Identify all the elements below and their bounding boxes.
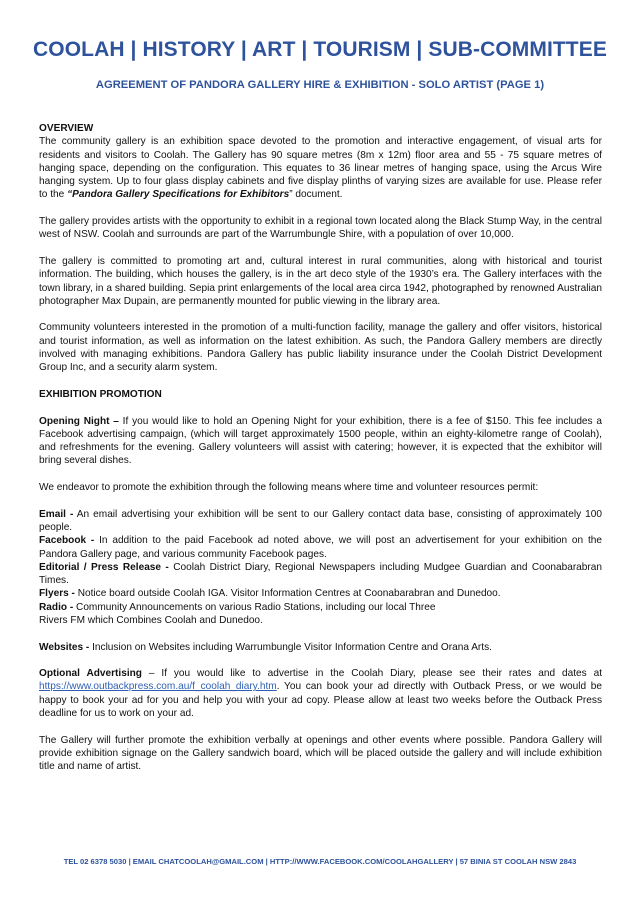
overview-paragraph-2: The gallery provides artists with the opportunity to exhibit in a regional town located along the Black Stump Way, in the central west of NSW. Coolah and surrounds are part of the Warrumbungle Shire, with a population of over 10,000. <box>39 216 602 241</box>
optional-advertising-text-end: . You can book your ad directly with Outback Press, or we would be happy to book your ad for you and help you with your ad copy. Please allow at least two weeks before the Outback Press deadline for us to work on your ad. <box>39 681 602 720</box>
facebook-item <box>39 534 602 561</box>
flyers-item <box>39 587 602 600</box>
facebook-text: In addition to the paid Facebook ad noted above, we will post an advertisement for your exhibition on the Pandora Gallery page, and various community Facebook pages. <box>39 535 602 560</box>
overview-paragraph-3: The gallery is committed to promoting art and, cultural interest in rural communities, along with historical and tourist information. The building, which houses the gallery, is in the art deco style of the 1930’s era. The Gallery interfaces with the town library, in a shared building. Sepia print enlargements of the local area circa 1942, photographed by renowned Australian photographer Max Dupain, are permanently mounted for public viewing in the library area. <box>39 255 602 307</box>
opening-night-paragraph <box>39 415 602 468</box>
opening-night-label: Opening Night – <box>39 415 119 427</box>
overview-paragraph-4: Community volunteers interested in the promotion of a multi-function facility, manage the gallery and offer visitors, historical and tourist information, as well as information on the latest exhibition. As such, the Pandora Gallery members are directly involved with managing exhibitions. Pandora Gallery has public liability insurance under the Coolah District Development Group Inc, and a security alarm system. <box>39 322 602 374</box>
email-item <box>39 508 602 535</box>
flyers-label: Flyers - <box>39 588 75 600</box>
optional-advertising-paragraph <box>39 667 602 720</box>
closing-paragraph: The Gallery will further promote the exhibition verbally at openings and other events where possible. Pandora Gallery will provide exhibition signage on the Gallery sandwich board, which will be placed outside the gallery and will include exhibition title and name of artist. <box>39 734 602 773</box>
page-subtitle: AGREEMENT OF PANDORA GALLERY HIRE & EXHIBITION - SOLO ARTIST (PAGE 1) <box>95 79 545 91</box>
editorial-label: Editorial / Press Release - <box>39 561 169 573</box>
overview-p1-text: The community gallery is an exhibition space devoted to the promotion and interactive engagement, of visual arts for residents and visitors to Coolah. The Gallery has 90 square metres (8m x 12m) floor area and 55 - 75 square metres of hanging space, depending on the configuration. This equates to 36 linear metres of hanging space, using the Arcus Wire hanging system. Up to four glass display cabinets and five display plinths of varying sizes are available for use. Please refer to the <box>39 136 602 201</box>
websites-item <box>39 641 602 654</box>
editorial-item <box>39 561 602 588</box>
document-body <box>39 122 602 787</box>
flyers-text: Notice board outside Coolah IGA. Visitor Information Centres at Coonabarabran and Dunedoo. <box>74 588 501 600</box>
endeavor-paragraph: We endeavor to promote the exhibition through the following means where time and volunteer resources permit: <box>39 482 539 494</box>
editorial-text: Coolah District Diary, Regional Newspapers including Mudgee Guardian and Coonabarabran Times. <box>39 561 602 587</box>
overview-heading: OVERVIEW <box>39 123 94 134</box>
promotion-heading: EXHIBITION PROMOTION <box>39 388 162 400</box>
email-label: Email - <box>39 508 74 520</box>
websites-label: Websites - <box>39 641 90 653</box>
radio-label: Radio - <box>39 601 74 613</box>
facebook-label: Facebook - <box>39 535 95 547</box>
optional-advertising-text: – If you would like to advertise in the Coolah Diary, please see their rates and dates at <box>141 668 602 680</box>
overview-paragraph-1 <box>39 135 602 201</box>
overview-p1-end: ” document. <box>289 189 343 201</box>
specifications-document-title: “Pandora Gallery Specifications for Exhibitors <box>67 189 290 201</box>
email-text: An email advertising your exhibition will be sent to our Gallery contact data base, consisting of approximately 100 people. <box>39 508 602 533</box>
page-title: COOLAH | HISTORY | ART | TOURISM | SUB-COMMITTEE <box>33 38 607 61</box>
radio-item <box>39 601 602 628</box>
radio-text: Community Announcements on various Radio Stations, including our local Three Rivers FM which Combines Coolah and Dunedoo. <box>39 601 436 626</box>
footer-contact: TEL 02 6378 5030 | EMAIL CHATCOOLAH@GMAIL.COM | HTTP://WWW.FACEBOOK.COM/COOLAHGALLERY | 57 BINIA ST COOLAH NSW 2843 <box>63 857 577 866</box>
optional-advertising-label: Optional Advertising <box>39 668 142 680</box>
opening-night-text: If you would like to hold an Opening Night for your exhibition, there is a fee of $150. This fee includes a Facebook advertising campaign, (which will target approximately 1500 people, within an eighty-kilometre range of Coolah), and refreshments for the evening. Gallery volunteers will assist with catering; however, it is expected that the exhibitor will bring several dishes. <box>39 415 602 467</box>
coolah-diary-link[interactable]: https://www.outbackpress.com.au/f_coolah_diary.htm <box>39 681 277 693</box>
websites-text: Inclusion on Websites including Warrumbungle Visitor Information Centre and Orana Arts. <box>89 641 492 653</box>
